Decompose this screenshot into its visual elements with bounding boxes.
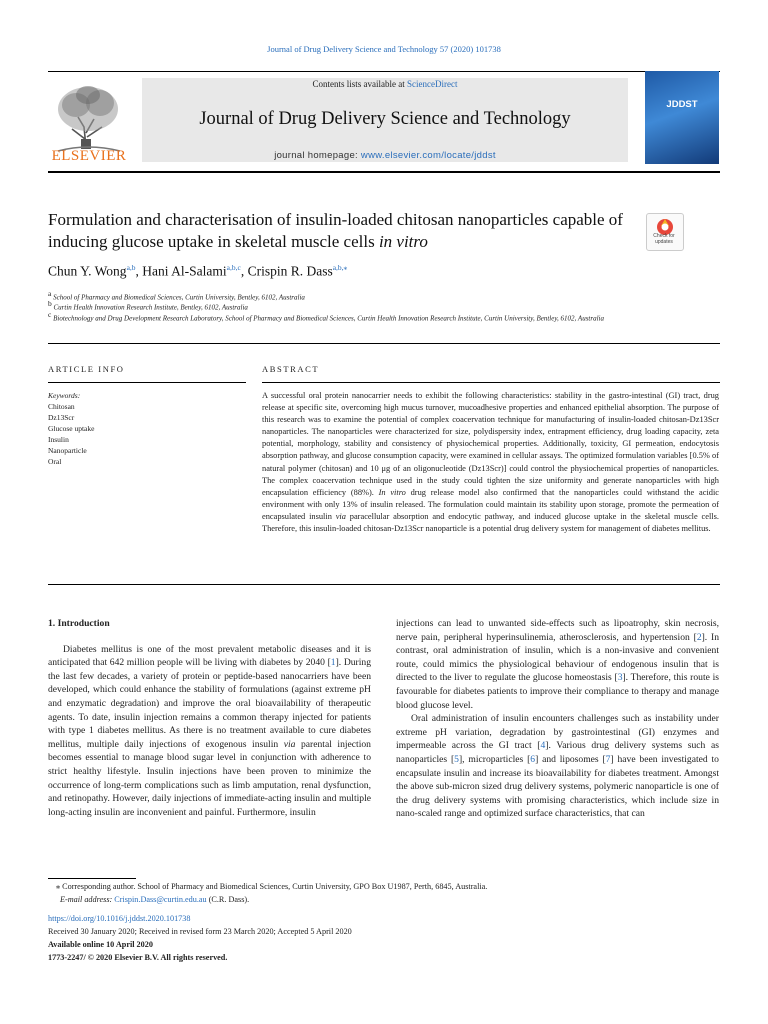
affil-mark: a (48, 289, 52, 298)
text-run: ]. In contrast, oral administration of insulin, which is a non-invasive and convenient route, could mimics the physiological behaviour of endogenous insulin that is directed to the liver to regulate the glucose homeostasis [ (396, 631, 720, 684)
contents-line (142, 79, 628, 89)
author-sep: , (135, 263, 143, 279)
elsevier-wordmark: ELSEVIER (51, 148, 127, 164)
crossmark-label: Check for updates (653, 233, 675, 245)
citation-link[interactable]: 6 (530, 753, 536, 765)
article-info-heading: ARTICLE INFO (48, 364, 125, 374)
italic-run: via (283, 738, 296, 750)
crossmark-icon[interactable] (646, 213, 684, 251)
available-online: Available online 10 April 2020 (48, 940, 153, 949)
body-paragraph (396, 617, 719, 712)
text-run: parental injection becomes essential to manage blood sugar level in conjunction with adherence to strict healthy lifestyle. Insulin injections have been proven to minimize the occurrence of long-term complications such as limb amputation, renal dysfunction, and retinopathy. However, daily injections of immediate-acting insulin and multiple long-acting insulin are inconvenient and painful. Furthermore, insulin (48, 738, 371, 818)
author-name[interactable]: Crispin R. Dass (247, 263, 333, 279)
author-affil-sup[interactable]: a,b,⁎ (332, 263, 348, 272)
journal-cover-thumbnail[interactable] (645, 71, 719, 164)
text-run: ]. Therefore, this route is favourable for diabetes patients to improve their compliance to therapy and manage blood glucose level. (396, 672, 719, 711)
keyword-item: Nanoparticle (48, 446, 87, 455)
top-divider (48, 71, 720, 72)
text-run: Oral administration of insulin encounters challenges such as instability under extreme pH variation, degradation by gastrointestinal (GI) enzymes and impermeable across the GI tract [ (396, 713, 719, 752)
contents-prefix: Contents lists available at (312, 79, 407, 89)
keyword-item: Insulin (48, 435, 69, 444)
journal-reference-link[interactable]: Journal of Drug Delivery Science and Technology 57 (2020) 101738 (267, 44, 501, 54)
journal-title: Journal of Drug Delivery Science and Technology (199, 109, 571, 129)
citation-link[interactable]: 2 (696, 631, 702, 643)
keywords-block (48, 390, 238, 467)
author-name[interactable]: Hani Al-Salami (142, 263, 227, 279)
journal-homepage-line (142, 150, 628, 161)
author-name[interactable]: Chun Y. Wong (48, 263, 127, 279)
header-divider (48, 171, 720, 173)
affil-text: Biotechnology and Drug Development Research Laboratory, School of Pharmacy and Biomedical Sciences, Curtin Health Innovation Research Institute, Curtin University, Bentley, 6102, Australia (53, 314, 604, 323)
citation-link[interactable]: 7 (605, 753, 611, 765)
homepage-prefix: journal homepage: (274, 150, 361, 161)
text-run: ]. Various drug delivery systems such as nanoparticles [ (396, 740, 719, 765)
text-run: ] have been investigated to encapsulate insulin and increase its bioavailability for diabetes treatment. Amongst the above sub-micron sized drug delivery systems, polymeric nanoparticle is one of the drug delivery systems with promising characteristics, which include size in nano-scaled range and optimized surface characteristics, that can (396, 753, 719, 820)
text-run: ]. During the last few decades, a variety of protein or peptide-based nanocarriers have been developed, which could enhance the stability of formulations (against extreme pH and enzymatic degradation) and improve the oral bioavailability of therapeutic agents. To date, insulin injection remains a common therapy injected for patients with type 1 diabetes mellitus. As there is no treatment available to cure diabetes mellitus, multiple daily injections of exogenous insulin (48, 657, 372, 750)
affil-text: Curtin Health Innovation Research Institute, Bentley, 6102, Australia (53, 303, 248, 312)
abstract-heading: ABSTRACT (262, 364, 320, 374)
article-title (48, 209, 638, 253)
title-italic: in vitro (378, 232, 428, 251)
keyword-item: Glucose uptake (48, 424, 95, 433)
text-run: injections can lead to unwanted side-effects such as lipoatrophy, skin necrosis, nerve pain, peripheral hyperinsulinemia, atherosclerosis, and hypertension [ (396, 618, 719, 643)
body-paragraph (48, 643, 371, 820)
introduction-heading: 1. Introduction (48, 618, 110, 629)
abstract-part: A successful oral protein nanocarrier needs to exhibit the following characteristics: stability in the gastro-intestinal (GI) tract, drug release at specific site, overcoming high mucus turnover, mucoadhesive properties and enhanced epithelial absorption. The purpose of this research was to examine the potential of complex coacervation technique for manufacturing of insulin-loaded chitosan-Dz13Scr nanoparticles. The nanoparticles were characterized for size, polydispersity index, entrapment efficiency, drug loading capacity, zeta potential, morphology, stability and consistency of physiochemical properties. Additionally, toxicity, GI permeation, endocytosis absorption pathway, and glucose consumption capacity, were examined in cellular assays. The optimized formulation variables [0.5% of natural polymer (chitosan) and 10 μg of an oligonucleotide (Dz13Scr)] could control the physiochemical properties of nanoparticles. The complex coacervation technique used in the study could tighten the size uniformity and generate nanoparticles with high encapsulation efficiency (88%). (262, 391, 719, 497)
journal-cover-label: JDDST (666, 99, 698, 110)
body-column-left (48, 617, 371, 819)
keyword-item: Oral (48, 457, 62, 466)
citation-link[interactable]: 3 (617, 672, 623, 684)
abstract-text (262, 390, 719, 535)
author-affil-sup[interactable]: a,b,c (226, 263, 241, 272)
email-link[interactable]: Crispin.Dass@curtin.edu.au (114, 894, 207, 904)
abstract-italic: via (335, 511, 346, 521)
author-sep: , (240, 263, 248, 279)
author-list (48, 263, 347, 280)
journal-homepage-link[interactable]: www.elsevier.com/locate/jddst (360, 150, 496, 161)
received-dates: Received 30 January 2020; Received in revised form 23 March 2020; Accepted 5 April 2020 (48, 927, 352, 936)
abstract-italic: In vitro (378, 487, 406, 497)
body-column-right (396, 617, 719, 821)
text-run: ] and liposomes [ (535, 753, 606, 765)
affil-text: School of Pharmacy and Biomedical Sciences, Curtin University, Bentley, 6102, Australia (53, 293, 305, 302)
article-info-divider (48, 382, 246, 383)
affil-mark: c (48, 310, 52, 319)
email-suffix: (C.R. Dass). (206, 894, 250, 904)
divider (48, 584, 720, 585)
footnote-divider (48, 878, 136, 879)
title-main: Formulation and characterisation of insulin-loaded chitosan nanoparticles capable of inducing glucose uptake in skeletal muscle cells (48, 210, 623, 251)
email-label: E-mail address: (60, 894, 113, 904)
citation-link[interactable]: 4 (540, 740, 546, 752)
affil-mark: b (48, 299, 52, 308)
email-line (48, 894, 720, 907)
text-run: Diabetes mellitus is one of the most prevalent metabolic diseases and it is anticipated that 642 million people will be living with diabetes by 2040 [ (48, 643, 371, 669)
abstract-part: drug release model also confirmed that the nanoparticles could withstand the acidic environment with only 13% of insulin released. The formulation could maintain its stability upon storage, promote the permeation of encapsulated insulin (262, 487, 720, 521)
divider (48, 343, 720, 344)
citation-link[interactable]: 1 (330, 657, 336, 669)
copyright-line: 1773-2247/ © 2020 Elsevier B.V. All rights reserved. (48, 953, 228, 962)
abstract-divider (262, 382, 720, 383)
keyword-item: Dz13Scr (48, 413, 75, 422)
text-run: ], microparticles [ (458, 753, 531, 765)
author-affil-sup[interactable]: a,b (126, 263, 136, 272)
keywords-title: Keywords: (48, 391, 81, 400)
abstract-part: paracellular absorption and endocytic pathway, and induced glucose uptake in the skeletal muscle cells. Therefore, this insulin-loaded chitosan-Dz13Scr nanoparticle is a potential drug delivery system for management of diabetes mellitus. (262, 511, 719, 534)
affiliation-c (48, 310, 648, 323)
citation-link[interactable]: 5 (454, 753, 459, 765)
body-paragraph (396, 712, 719, 821)
footnote-block (48, 881, 720, 906)
doi-link[interactable]: https://doi.org/10.1016/j.jddst.2020.101738 (48, 914, 191, 923)
keyword-item: Chitosan (48, 402, 75, 411)
corresponding-author-note: ⁎ Corresponding author. School of Pharmacy and Biomedical Sciences, Curtin University, GPO Box U1987, Perth, 6845, Australia. (56, 882, 488, 891)
sciencedirect-link[interactable]: ScienceDirect (407, 79, 458, 89)
